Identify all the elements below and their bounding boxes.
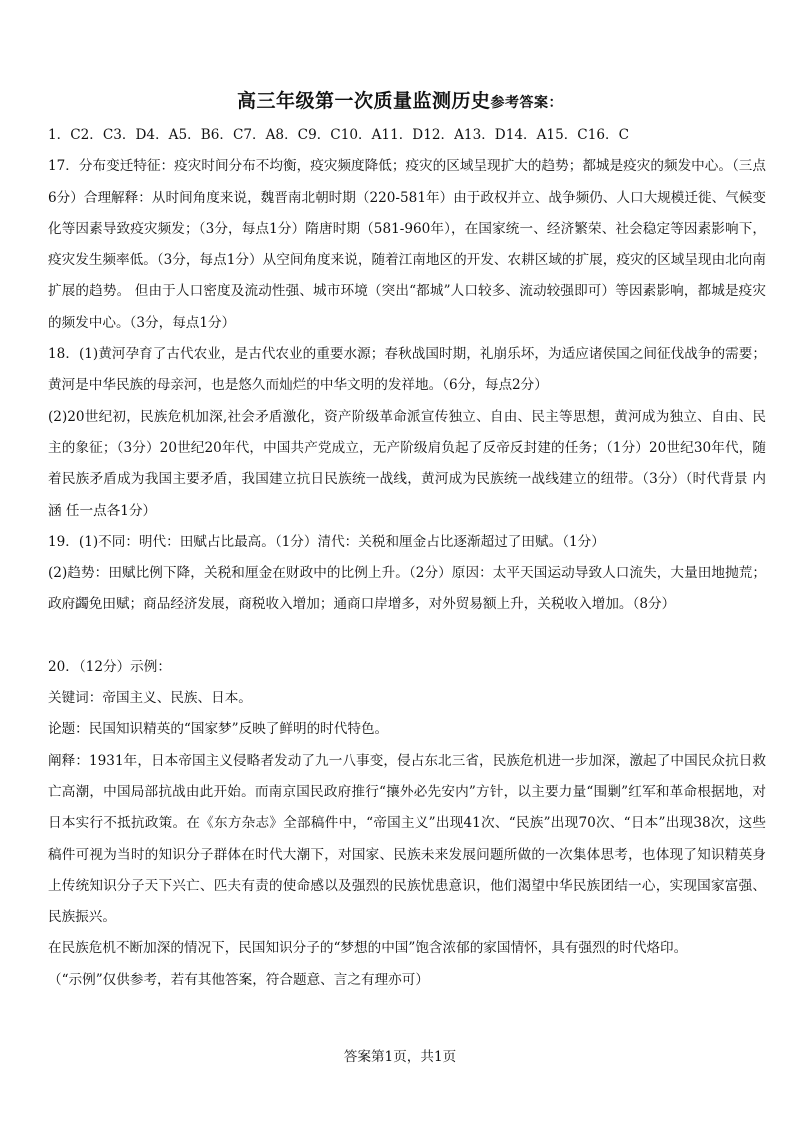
answer-20-note: （“示例”仅供参考，若有其他答案，符合题意、言之有理亦可） bbox=[48, 971, 429, 988]
answer-18-part2: (2)20世纪初，民族危机加深,社会矛盾激化，资产阶级革命派宣传独立、自由、民主等思想，黄河成为独立、自由、民主的象征；（3分）20世纪20年代，中国共产党成立，无产阶级肩负起了反帝反封建的任务；（1分）20世纪30年代，随着民族矛盾成为我国主要矛盾，我国建立抗日民族统一战线，黄河成为民族统一战线建立的纽带。（3分）（时代背景 内涵 任一点各1分） bbox=[48, 408, 766, 519]
answer-20-explanation: 阐释：1931年，日本帝国主义侵略者发动了九一八事变，侵占东北三省，民族危机进一步加深，激起了中国民众抗日救亡高潮，中国局部抗战由此开始。而南京国民政府推行“攘外必先安内”方针，以主要力量“围剿”红军和革命根据地，对日本实行不抵抗政策。在《东方杂志》全部稿件中，“帝国主义”出现41次、“民族”出现70次、“日本”出现38次，这些稿件可视为当时的知识分子群体在时代大潮下，对国家、民族未来发展问题所做的一次集体思考，也体现了知识精英身上传统知识分子天下兴亡、匹夫有责的使命感以及强烈的民族忧患意识，他们渴望中华民族团结一心，实现国家富强、民族振兴。 bbox=[48, 752, 766, 926]
answer-20-conclusion: 在民族危机不断加深的情况下，民国知识分子的“梦想的中国”饱含浓郁的家国情怀，具有强烈的时代烙印。 bbox=[48, 940, 688, 957]
page-title-sub: 参考答案： bbox=[490, 95, 563, 111]
paragraph-gap bbox=[48, 621, 766, 652]
answer-17: 17．分布变迁特征：疫灾时间分布不均衡，疫灾频度降低；疫灾的区域呈现扩大的趋势；都城是疫灾的频发中心。（三点6分）合理解释：从时间角度来说，魏晋南北朝时期（220-581年）由于政权并立、战争频仍、人口大规模迁徙、气候变化等因素导致疫灾频发；（3分，每点1分）隋唐时期（581-960年），在国家统一、经济繁荣、社会稳定等因素影响下，疫灾发生频率低。（3分，每点1分）从空间角度来说，随着江南地区的开发、农耕区域的扩展，疫灾的区域呈现由北向南扩展的趋势。 但由于人口密度及流动性强、城市环境（突出“都城”人口较多、流动较强即可）等因素影响，都城是疫灾的频发中心。（3分，每点1分） bbox=[48, 158, 766, 331]
answer-19-part1: 19．(1)不同：明代：田赋占比最高。（1分）清代：关税和厘金占比逐渐超过了田赋。（1分） bbox=[48, 533, 605, 550]
page-title-main: 高三年级第一次质量监测历史 bbox=[236, 90, 491, 112]
answer-20-keywords: 关键词：帝国主义、民族、日本。 bbox=[48, 690, 252, 707]
page-title bbox=[0, 86, 800, 113]
answer-content bbox=[48, 120, 766, 996]
answer-20-heading: 20．（12分）示例： bbox=[48, 658, 171, 675]
answer-20-thesis: 论题：民国知识精英的“国家梦”反映了鲜明的时代特色。 bbox=[48, 721, 389, 738]
answer-mc: 1．C2．C3．D4．A5．B6．C7．A8．C9．C10．A11．D12．A13．D14．A15．C16．C bbox=[48, 127, 629, 143]
answer-18-part1: 18．(1)黄河孕育了古代农业，是古代农业的重要水源；春秋战国时期，礼崩乐坏，为适应诸侯国之间征伐战争的需要；黄河是中华民族的母亲河，也是悠久而灿烂的中华文明的发祥地。（6分，每点2分） bbox=[48, 346, 766, 394]
answer-19-part2: (2)趋势：田赋比例下降，关税和厘金在财政中的比例上升。（2分）原因：太平天国运动导致人口流失，大量田地抛荒；政府蠲免田赋；商品经济发展，商税收入增加；通商口岸增多，对外贸易额上升，关税收入增加。（8分） bbox=[48, 565, 766, 613]
page-footer: 答案第1页，共1页 bbox=[343, 1049, 457, 1065]
